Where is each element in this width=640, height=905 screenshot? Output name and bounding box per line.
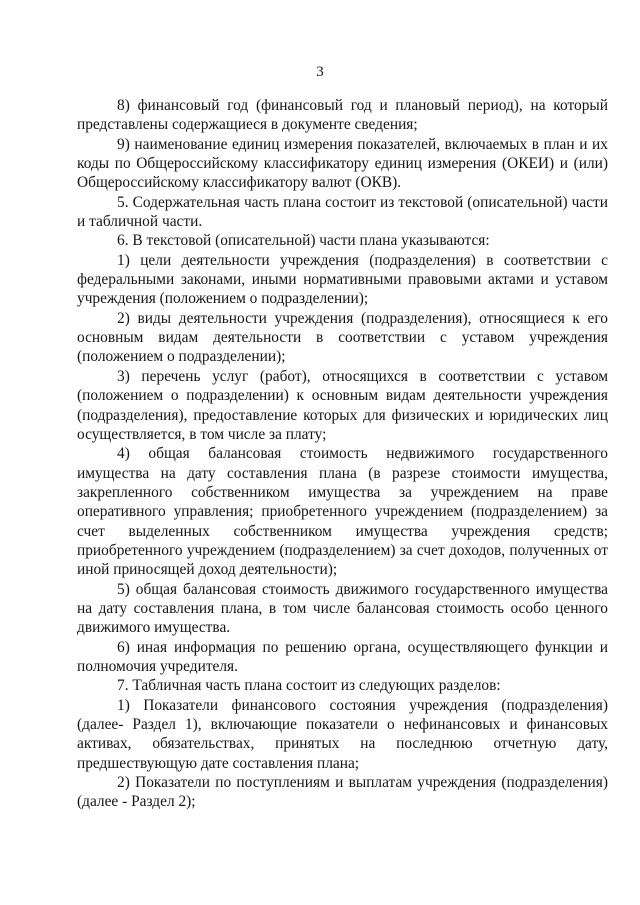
paragraph: 6. В текстовой (описательной) части плана указываются: — [117, 232, 490, 250]
paragraph: 2) Показатели по поступлениям и выплатам учреждения (подразделения) (далее - Раздел 2); — [77, 774, 608, 811]
paragraph: 2) виды деятельности учреждения (подразделения), относящиеся к его основным видам деятельности в соответствии с уставом учреждения (положением о подразделении); — [77, 309, 608, 366]
paragraph: 5. Содержательная часть плана состоит из текстовой (описательной) части и табличной части. — [77, 193, 608, 231]
paragraph: 6) иная информация по решению органа, осуществляющего функции и полномочия учредителя. — [77, 638, 608, 675]
paragraph: 5) общая балансовая стоимость движимого государственного имущества на дату составления плана, в том числе балансовая стоимость особо ценного движимого имущества. — [77, 580, 608, 637]
paragraph: 3) перечень услуг (работ), относящихся в соответствии с уставом (положением о подразделении) к основным видам деятельности учреждения (подразделения), предоставление которых для физических и юридических лиц осуществляется, в том числе за плату; — [77, 367, 608, 443]
paragraph: 4) общая балансовая стоимость недвижимого государственного имущества на дату составления плана (в разрезе стоимости имущества, закрепленного собственником имущества за учреждением на праве оперативного управления; приобретенного учреждением (подразделением) за счет выделенных собственником имущества учреждения средств; приобретенного учреждением (подразделением) за счет доходов, полученных от иной приносящей доход деятельности); — [77, 445, 608, 579]
paragraph: 1) цели деятельности учреждения (подразделения) в соответствии с федеральными законами, иными нормативными правовыми актами и уставом учреждения (положением о подразделении); — [77, 251, 608, 308]
paragraph: 1) Показатели финансового состояния учреждения (подразделения) (далее- Раздел 1), включающие показатели о нефинансовых и финансовых активах, обязательствах, принятых на последнюю отчетную дату, предшествующую дате составления плана; — [77, 696, 608, 772]
page-number: 3 — [316, 64, 324, 80]
paragraph: 9) наименование единиц измерения показателей, включаемых в план и их коды по Общероссийскому классификатору единиц измерения (ОКЕИ) и (или) Общероссийскому классификатору валют (ОКВ). — [77, 135, 608, 192]
paragraph: 7. Табличная часть плана состоит из следующих разделов: — [117, 677, 501, 695]
paragraph: 8) финансовый год (финансовый год и плановый период), на который представлены содержащиеся в документе сведения; — [77, 97, 608, 134]
document-body — [77, 96, 608, 812]
